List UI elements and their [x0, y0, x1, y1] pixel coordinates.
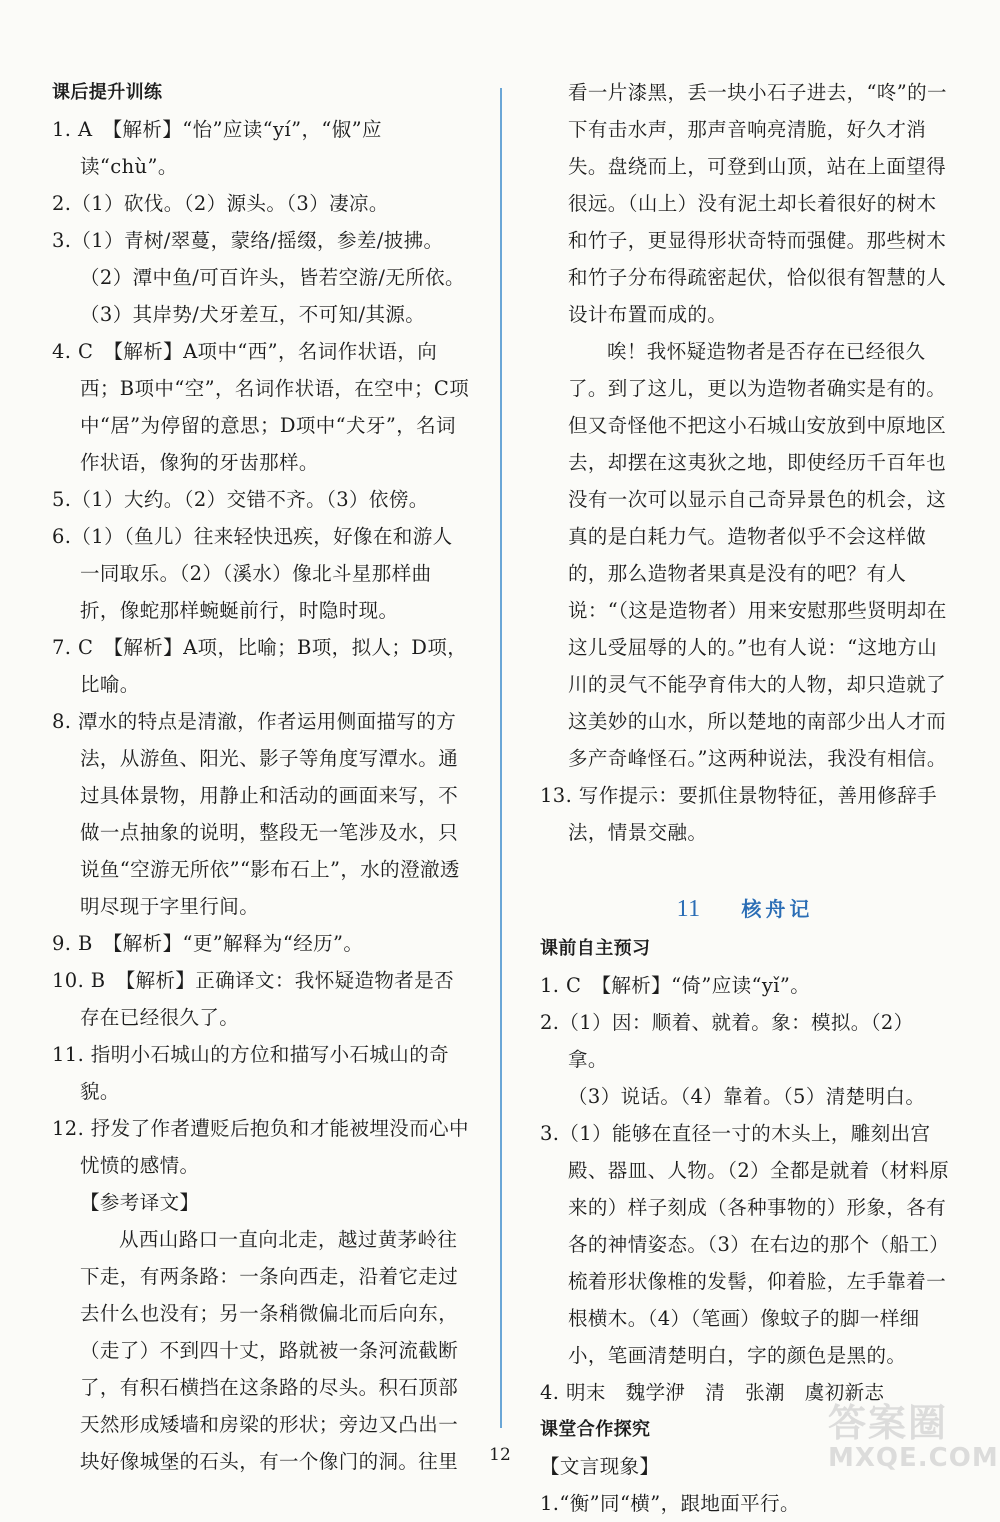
answer-item: （2）潭中鱼/可百许头，皆若空游/无所依。 [80, 266, 465, 289]
chapter-title: 核舟记 [741, 897, 814, 921]
preview-item: 1. C 【解析】“倚”应读“yǐ”。 [540, 974, 811, 997]
section-title-preview: 课前自主预习 [540, 938, 651, 959]
preview-item: 3.（1）能够在直径一寸的木头上，雕刻出宫殿、器皿、人物。（2）全都是就着（材料原来的）样子刻成（各种事物的）形象，各有各的神情姿态。（3）在右边的那个（船工）梳着形状像椎的发髻，仰着脸，左手靠着一根横木。（4）（笔画）像蚊子的脚一样细小，笔画清楚明白，字的颜色是黑的。 [540, 1122, 950, 1367]
reference-translation-paragraph: 从西山路口一直向北走，越过黄茅岭往下走，有两条路：一条向西走，沿着它走过去什么也没有；另一条稍微偏北而后向东，（走了）不到四十丈，路就被一条河流截断了，有积石横挡在这条路的尽头。积石顶部天然形成矮墙和房梁的形状；旁边又凸出一块好像城堡的石头，有一个像门的洞。往里 [80, 1228, 459, 1473]
answer-item: 2.（1）砍伐。（2）源头。（3）凄凉。 [52, 192, 389, 215]
right-column [540, 74, 950, 1522]
answer-item: 12. 抒发了作者遭贬后抱负和才能被埋没而心中忧愤的感情。 [52, 1117, 469, 1177]
section-title-after-class: 课后提升训练 [52, 82, 163, 103]
column-divider [500, 88, 502, 1428]
answer-item: 1. A 【解析】“怡”应读“yí”，“俶”应读“chù”。 [52, 118, 382, 178]
translation-continued: 看一片漆黑，丢一块小石子进去，“咚”的一下有击水声，那声音响亮清脆，好久才消失。盘绕而上，可登到山顶，站在上面望得很远。（山上）没有泥土却长着很好的树木和竹子，更显得形状奇特而强健。那些树木和竹子分布得疏密起伏，恰似很有智慧的人设计布置而成的。 [568, 81, 947, 326]
translation-paragraph-2: 唉！我怀疑造物者是否存在已经很久了。到了这儿，更以为造物者确实是有的。但又奇怪他不把这小石城山安放到中原地区去，却摆在这夷狄之地，即使经历千百年也没有一次可以显示自己奇异景色的机会，这真的是白耗力气。造物者似乎不会这样做的，那么造物者果真是没有的吧？有人说：“（这是造物者）用来安慰那些贤明却在这儿受屈辱的人的。”也有人说：“这地方山川的灵气不能孕育伟大的人物，却只造就了这美妙的山水，所以楚地的南部少出人才而多产奇峰怪石。”这两种说法，我没有相信。 [568, 340, 947, 770]
chapter-heading [540, 891, 950, 928]
chapter-number: 11 [676, 896, 701, 922]
answer-item: 11. 指明小石城山的方位和描写小石城山的奇貌。 [52, 1043, 450, 1103]
section-title-cooperation: 课堂合作探究 [540, 1419, 651, 1440]
subsection-classical-phenomena: 【文言现象】 [540, 1455, 660, 1478]
answer-item: 6.（1）（鱼儿）往来轻快迅疾，好像在和游人一同取乐。（2）（溪水）像北斗星那样曲折，像蛇那样蜿蜒前行，时隐时现。 [52, 525, 453, 622]
left-column [52, 74, 470, 1480]
answer-item: 5.（1）大约。（2）交错不齐。（3）依傍。 [52, 488, 429, 511]
answer-item: 9. B 【解析】“更”解释为“经历”。 [52, 932, 364, 955]
watermark-logo [828, 1392, 999, 1492]
answer-item-13: 13. 写作提示：要抓住景物特征，善用修辞手法，情景交融。 [540, 784, 938, 844]
preview-item: 4. 明末 魏学洢 清 张潮 虞初新志 [540, 1381, 885, 1404]
answer-item: （3）其岸势/犬牙差互，不可知/其源。 [80, 303, 426, 326]
preview-item: 2.（1）因：顺着、就着。象：模拟。（2）拿。 [540, 1011, 914, 1071]
watermark-top-text: 答案圈 [828, 1401, 949, 1445]
answer-item: 7. C 【解析】A项，比喻；B项，拟人；D项，比喻。 [52, 636, 468, 696]
page-number: 12 [489, 1445, 511, 1465]
answer-item: 10. B 【解析】正确译文：我怀疑造物者是否存在已经很久了。 [52, 969, 454, 1029]
cooperation-item: 1.“衡”同“横”，跟地面平行。 [540, 1492, 800, 1515]
preview-item: （3）说话。（4）靠着。（5）清楚明白。 [568, 1085, 926, 1108]
answer-item: 3.（1）青树/翠蔓，蒙络/摇缀，参差/披拂。 [52, 229, 444, 252]
answer-item: 4. C 【解析】A项中“西”，名词作状语，向西；B项中“空”，名词作状语，在空中；C项中“居”为停留的意思；D项中“犬牙”，名词作状语，像狗的牙齿那样。 [52, 340, 470, 474]
reference-translation-title: 【参考译文】 [80, 1191, 200, 1214]
watermark-bottom-text: MXQE.COM [828, 1443, 999, 1473]
answer-item: 8. 潭水的特点是清澈，作者运用侧面描写的方法，从游鱼、阳光、影子等角度写潭水。通过具体景物，用静止和活动的画面来写，不做一点抽象的说明，整段无一笔涉及水，只说鱼“空游无所依”“影布石上”，水的澄澈透明尽现于字里行间。 [52, 710, 460, 918]
